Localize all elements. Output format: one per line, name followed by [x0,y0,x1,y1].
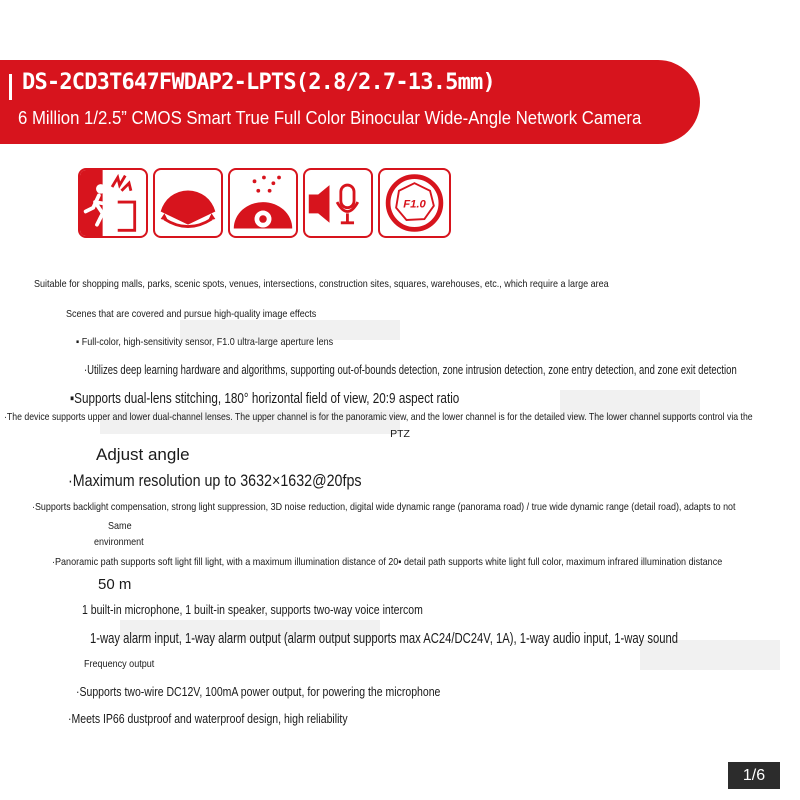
f1-label: F1.0 [403,198,426,211]
feature-line-14: 1-way alarm input, 1-way alarm output (alarm output supports max AC24/DC24V, 1A), 1-way audio input, 1-way sound [90,630,678,647]
feature-line-4: ·Utilizes deep learning hardware and algorithms, supporting out-of-bounds detection, zone intrusion detection, zone entry detection, and zone exit detection [84,363,737,377]
rain-dome-icon [228,168,298,238]
feature-line-1: Suitable for shopping malls, parks, scenic spots, venues, intersections, construction sites, squares, warehouses, etc., which require a large area [34,278,609,290]
feature-line-10: Same [108,520,132,532]
feature-line-9: ·Supports backlight compensation, strong light suppression, 3D noise reduction, digital wide dynamic range (panorama road) / true wide dynamic range (detail road), adapts to not [32,501,736,513]
f1-aperture-icon [378,168,451,238]
intrusion-alarm-icon [78,168,148,238]
title-accent-bar [9,74,12,100]
feature-line-16: ·Supports two-wire DC12V, 100mA power output, for powering the microphone [76,685,441,699]
feature-line-2: Scenes that are covered and pursue high-quality image effects [66,308,317,320]
feature-line-8: ·Maximum resolution up to 3632×1632@20fps [68,471,362,490]
feature-line-12: 50 m [98,576,132,593]
feature-line-11: ·Panoramic path supports soft light fill light, with a maximum illumination distance of 20▪ detail path supports white light full color, maximum infrared illumination distance [52,556,723,568]
feature-line-10-continued: environment [94,536,144,548]
feature-line-6: ·The device supports upper and lower dual-channel lenses. The upper channel is for the panoramic view, and the lower channel is for the detailed view. The lower channel supports control via the [4,411,753,423]
feature-line-5: ▪Supports dual-lens stitching, 180° horizontal field of view, 20:9 aspect ratio [70,390,460,407]
speaker-microphone-icon [303,168,373,238]
feature-line-6-continued: PTZ [390,428,410,440]
product-model-title: DS-2CD3T647FWDAP2-LPTS(2.8/2.7-13.5mm) [22,70,495,95]
feature-line-13: 1 built-in microphone, 1 built-in speaker, supports two-way voice intercom [82,603,423,617]
page-indicator[interactable]: 1/6 [728,762,780,789]
feature-line-15: Frequency output [84,658,155,670]
feature-line-3: ▪ Full-color, high-sensitivity sensor, F1.0 ultra-large aperture lens [76,336,334,348]
product-subtitle: 6 Million 1/2.5” CMOS Smart True Full Color Binocular Wide-Angle Network Camera [18,108,642,128]
feature-line-17: ·Meets IP66 dustproof and waterproof design, high reliability [68,712,348,726]
wide-angle-view-icon [153,168,223,238]
feature-line-7: Adjust angle [96,445,190,464]
